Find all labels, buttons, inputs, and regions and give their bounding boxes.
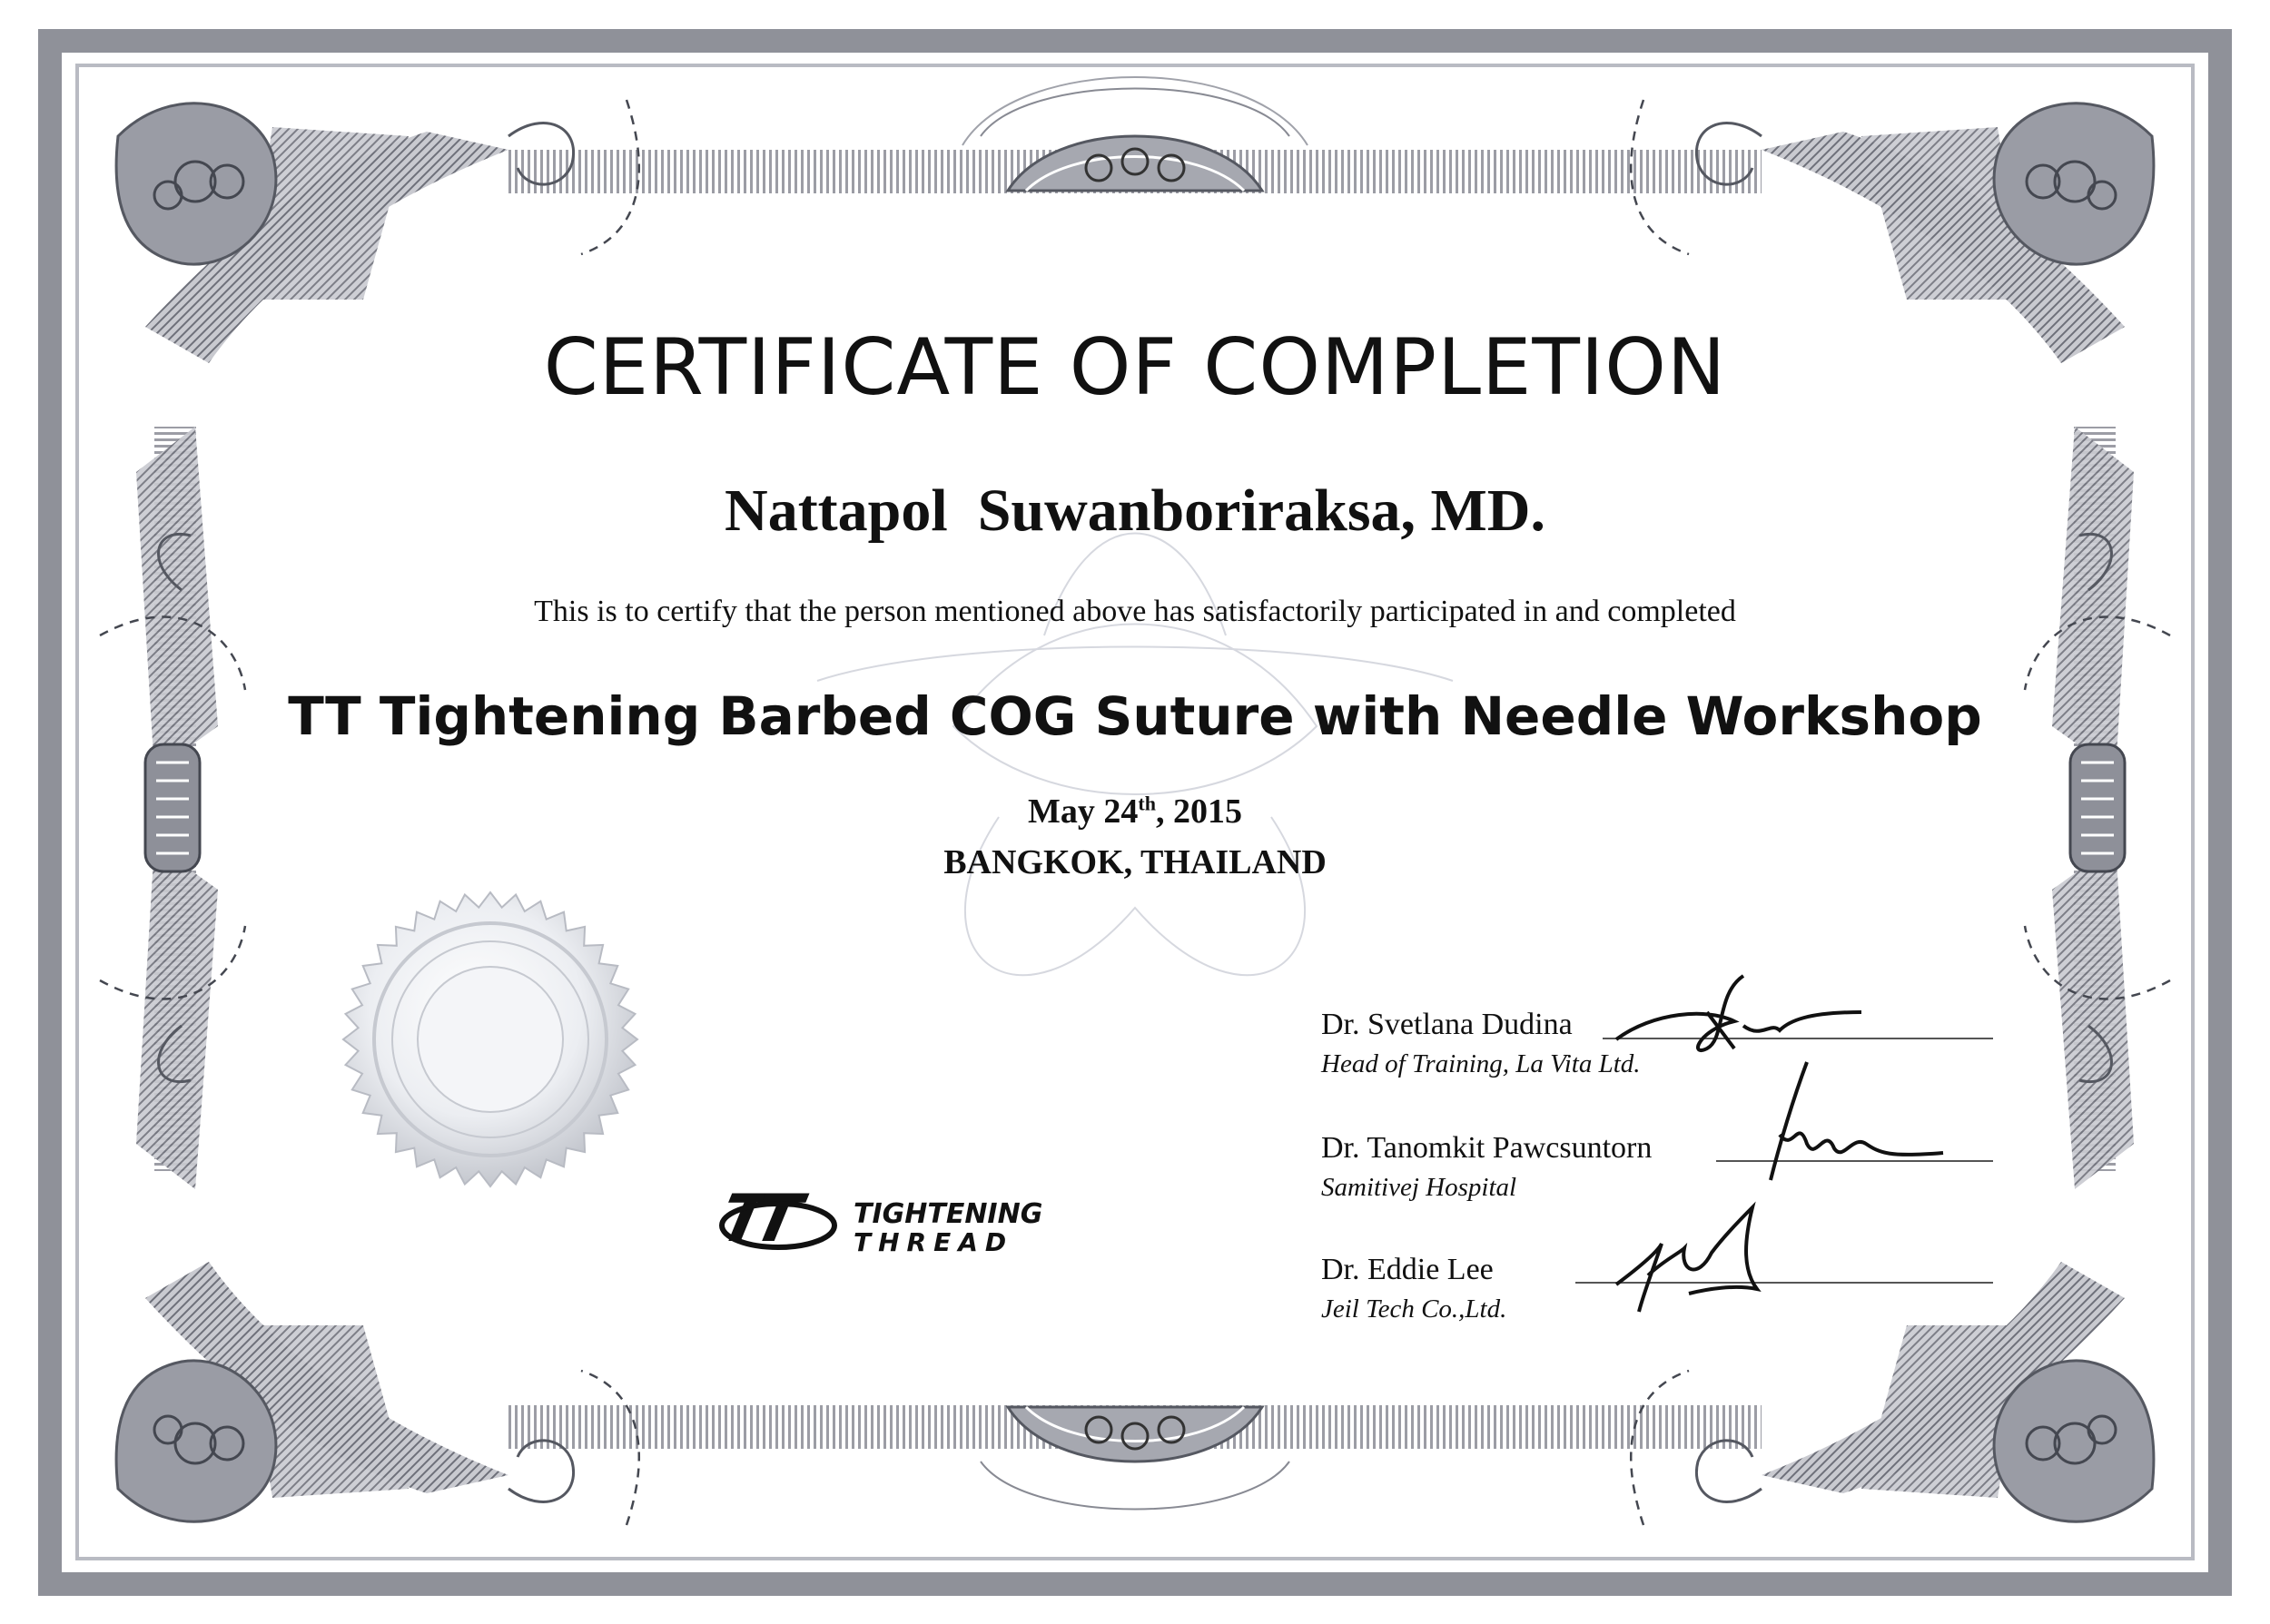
logo-line-2: THREAD (854, 1227, 1014, 1257)
signatory-1-org: Head of Training, La Vita Ltd. (1321, 1049, 1641, 1078)
logo-mark: TT (714, 1180, 795, 1256)
signatory-2-name: Dr. Tanomkit Pawcsuntorn (1321, 1131, 1653, 1165)
workshop-title: TT Tightening Barbed COG Suture with Needle Workshop (288, 685, 1982, 747)
event-date (0, 792, 2270, 832)
logo-ring (716, 1189, 844, 1262)
event-location: BANGKOK, THAILAND (943, 843, 1327, 881)
certification-statement: This is to certify that the person mentioned above has satisfactorily participated in and completed (534, 595, 1736, 628)
date-year: , 2015 (1155, 792, 1242, 831)
signatory-1-name: Dr. Svetlana Dudina (1321, 1008, 1573, 1041)
handwritten-signature-3 (1607, 1198, 1825, 1316)
logo-line-1: TIGHTENING (854, 1198, 1043, 1230)
signatory-3-name: Dr. Eddie Lee (1321, 1253, 1494, 1286)
tightening-thread-logo (714, 1180, 1043, 1271)
signatory-2-org: Samitivej Hospital (1321, 1173, 1517, 1202)
date-month-day: May 24 (1028, 792, 1139, 831)
recipient-name: Nattapol Suwanboriraksa, MD. (725, 477, 1545, 544)
embossed-seal (336, 885, 645, 1194)
signatory-3-org: Jeil Tech Co.,Ltd. (1321, 1294, 1507, 1324)
date-suffix: th (1138, 792, 1156, 815)
handwritten-signature-2 (1707, 1053, 1979, 1189)
certificate-title: CERTIFICATE OF COMPLETION (543, 322, 1727, 413)
